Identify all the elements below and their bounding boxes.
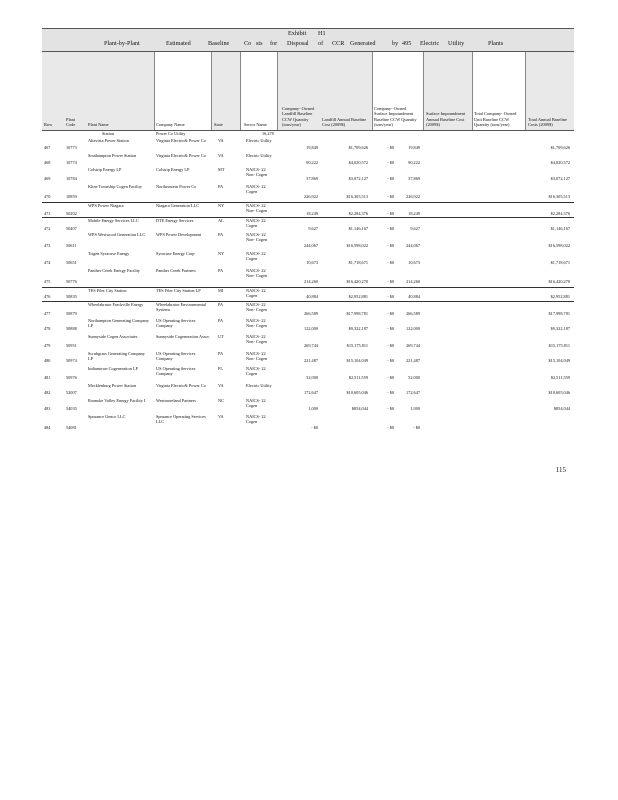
landfill-cost: $2,952,881 bbox=[348, 294, 368, 299]
plant-name: WPS Westwood Generation LLC bbox=[88, 232, 146, 237]
company-name: Colstrip Energy LP bbox=[156, 167, 190, 172]
landfill-qty: 214,260 bbox=[304, 279, 318, 284]
impound-cost-qty: - $0 bbox=[413, 425, 420, 430]
company-name: Panther Creek Partners bbox=[156, 268, 196, 273]
total-cost: $3,072,127 bbox=[550, 176, 570, 181]
state: PA bbox=[218, 318, 224, 323]
company-name: Syracuse Energy Corp bbox=[156, 251, 195, 256]
company-name: WPS Power Development bbox=[156, 232, 202, 237]
state: AL bbox=[218, 218, 224, 223]
plant-code: 50951 bbox=[66, 343, 77, 348]
impound-qty: - $0 bbox=[387, 406, 394, 411]
plant-code: 54035 bbox=[66, 406, 77, 411]
plant-name: Colstrip Energy LP bbox=[88, 167, 122, 172]
landfill-cost: $1,146,167 bbox=[348, 226, 368, 231]
impound-qty: - $0 bbox=[387, 425, 394, 430]
header-plant-name: Plant Name bbox=[88, 122, 109, 128]
table-row bbox=[42, 318, 574, 333]
page-number: 115 bbox=[555, 466, 566, 474]
total-cost: $17,998,781 bbox=[548, 311, 570, 316]
table-row bbox=[42, 202, 574, 218]
plant-name: WPS Power Niagara bbox=[88, 203, 124, 208]
plant-code: 10784 bbox=[66, 176, 77, 181]
table-row bbox=[42, 138, 574, 152]
exhibit-title-word: by bbox=[392, 40, 399, 47]
header-plant-code: Plant Code bbox=[66, 116, 76, 128]
sector-name: NAICS- 22 Cogen bbox=[246, 398, 266, 409]
impound-qty: - $0 bbox=[387, 375, 394, 380]
exhibit-title-word: of bbox=[318, 40, 324, 47]
carry-over-company: Power Co Utility bbox=[156, 131, 186, 136]
row-number: 469 bbox=[44, 176, 51, 181]
header-total-cost: Total Annual Baseline Costs (2009$) bbox=[528, 116, 567, 128]
landfill-qty: 266,589 bbox=[304, 311, 318, 316]
row-number: 471 bbox=[44, 211, 51, 216]
header-landfill-qty: Company- Owned Landfill Baseline CCW Quantity (tons/year) bbox=[282, 105, 315, 128]
landfill-cost: $1,718,671 bbox=[348, 260, 368, 265]
row-number: 478 bbox=[44, 326, 51, 331]
state: PA bbox=[218, 184, 224, 189]
exhibit-number: H1 bbox=[318, 30, 326, 37]
plant-name: Roanoke Valley Energy Facility I bbox=[88, 398, 146, 403]
total-cost: $10,605,046 bbox=[548, 390, 570, 395]
plant-name: Scrubgrass Generating Company LP bbox=[88, 351, 145, 362]
impound-qty: - $0 bbox=[387, 176, 394, 181]
sector-name: NAICS- 22 Cogen bbox=[246, 184, 266, 195]
exhibit-title-word: sts bbox=[256, 40, 263, 47]
impound-cost-qty: 1,000 bbox=[410, 406, 420, 411]
impound-qty: - $0 bbox=[387, 326, 394, 331]
table-row bbox=[42, 383, 574, 397]
plant-name: Indiantown Cogeneration LP bbox=[88, 366, 138, 371]
header-total-qty: Total Company- Owned Unit Baseline CCW Quantity (tons/year) bbox=[474, 111, 517, 128]
impound-cost-qty: 172,647 bbox=[406, 390, 420, 395]
plant-name: Sunnyside Cogen Associates bbox=[88, 334, 138, 339]
sector-name: NAICS- 22 Cogen bbox=[246, 218, 266, 229]
company-name: Spruance Operating Services LLC bbox=[156, 414, 206, 425]
exhibit-title-word: Estimated bbox=[166, 40, 191, 47]
sector-name: NAICS- 22 Cogen bbox=[246, 366, 266, 377]
plant-name: Southampton Power Station bbox=[88, 153, 137, 158]
header-impound-cost: Surface Impoundment Annual Baseline Cost (2009$) bbox=[426, 111, 466, 128]
row-number: 473 bbox=[44, 243, 51, 248]
row-number: 479 bbox=[44, 343, 51, 348]
company-name: Sunnyside Cogeneration Assoc bbox=[156, 334, 210, 339]
header-landfill-cost: Landfill Annual Baseline Cost (2009$) bbox=[322, 116, 367, 128]
impound-qty: - $0 bbox=[387, 260, 394, 265]
state: FL bbox=[218, 366, 224, 371]
total-cost: $1,146,167 bbox=[550, 226, 570, 231]
table-row bbox=[42, 398, 574, 413]
sector-name: NAICS- 22 Cogen bbox=[246, 288, 266, 299]
company-name: Niagara Generation LLC bbox=[156, 203, 199, 208]
plant-code: 50407 bbox=[66, 226, 77, 231]
impound-qty: - $0 bbox=[387, 145, 394, 150]
impound-qty: - $0 bbox=[387, 243, 394, 248]
row-number: 484 bbox=[44, 425, 51, 430]
landfill-cost: $17,998,781 bbox=[346, 311, 368, 316]
plant-code: 50879 bbox=[66, 311, 77, 316]
total-cost: $2,952,881 bbox=[550, 294, 570, 299]
company-name: Virginia Electric& Power Co bbox=[156, 153, 206, 158]
row-number: 475 bbox=[44, 279, 51, 284]
landfill-cost: $15,175,811 bbox=[346, 343, 368, 348]
exhibit-title-word: 495 bbox=[402, 40, 412, 47]
landfill-qty: 221,487 bbox=[304, 358, 318, 363]
landfill-qty: 19,849 bbox=[306, 145, 318, 150]
sector-name: NAICS- 22 Non- Cogen bbox=[246, 334, 268, 345]
impound-cost-qty: 90,222 bbox=[408, 160, 420, 165]
state: PA bbox=[218, 232, 224, 237]
landfill-qty: 18,249 bbox=[306, 211, 318, 216]
impound-cost-qty: 37,869 bbox=[408, 176, 420, 181]
company-name: Northeastern Power Co bbox=[156, 184, 197, 189]
table-row bbox=[42, 153, 574, 167]
table-row bbox=[42, 251, 574, 267]
plant-name: Wheelabrator Frackville Energy bbox=[88, 302, 144, 307]
impound-cost-qty: 18,249 bbox=[408, 211, 420, 216]
row-number: 470 bbox=[44, 194, 51, 199]
state: NC bbox=[218, 398, 224, 403]
table-row bbox=[42, 217, 574, 233]
state: MI bbox=[218, 288, 224, 293]
landfill-qty: - $0 bbox=[311, 425, 318, 430]
plant-code: 10859 bbox=[66, 194, 77, 199]
state: UT bbox=[218, 334, 224, 339]
landfill-cost: $1,709,626 bbox=[348, 145, 368, 150]
sector-name: NAICS- 22 Cogen bbox=[246, 251, 266, 262]
state: VA bbox=[218, 414, 224, 419]
landfill-qty: 244,067 bbox=[304, 243, 318, 248]
impound-qty: - $0 bbox=[387, 343, 394, 348]
plant-code: 50835 bbox=[66, 294, 77, 299]
impound-cost-qty: 269,744 bbox=[406, 343, 420, 348]
carry-over-plant: Station bbox=[102, 131, 115, 136]
plant-name: Mecklenburg Power Station bbox=[88, 383, 137, 388]
impound-cost-qty: 10,673 bbox=[408, 260, 420, 265]
landfill-cost: $15,104,049 bbox=[346, 358, 368, 363]
state: MT bbox=[218, 167, 225, 172]
exhibit-title-word: Baseline bbox=[208, 40, 230, 47]
impound-qty: - $0 bbox=[387, 390, 394, 395]
total-cost: $16,420,270 bbox=[548, 279, 570, 284]
impound-qty: - $0 bbox=[387, 226, 394, 231]
table-row bbox=[42, 301, 574, 318]
impound-cost-qty: 122,000 bbox=[406, 326, 420, 331]
header-impound-qty: Company- Owned Surface Impoundment Baseline CCW Quantity (tons/year) bbox=[374, 105, 417, 128]
row-number: 468 bbox=[44, 160, 51, 165]
plant-code: 50888 bbox=[66, 326, 77, 331]
sector-name: NAICS- 22 Non- Cogen bbox=[246, 302, 268, 313]
sector-name: NAICS- 22 Non- Cogen bbox=[246, 351, 268, 362]
landfill-qty: 10,673 bbox=[306, 260, 318, 265]
sector-name: Electric Utility bbox=[246, 383, 272, 388]
total-cost: $854,044 bbox=[553, 406, 570, 411]
plant-code: 52007 bbox=[66, 390, 77, 395]
table-row bbox=[42, 167, 574, 183]
impound-cost-qty: 9,627 bbox=[410, 226, 420, 231]
row-number: 482 bbox=[44, 390, 51, 395]
state: VA bbox=[218, 138, 224, 143]
plant-name: Northampton Generating Company LP bbox=[88, 318, 149, 329]
total-cost: $16,598,022 bbox=[548, 243, 570, 248]
company-name: Virginia Electric& Power Co bbox=[156, 138, 206, 143]
plant-name: Altavista Power Station bbox=[88, 138, 129, 143]
sector-name: NAICS- 22 Non- Cogen bbox=[246, 232, 268, 243]
header-row: Row bbox=[44, 122, 53, 128]
impound-cost-qty: 226,922 bbox=[406, 194, 420, 199]
exhibit-title-word: for bbox=[270, 40, 278, 47]
sector-name: NAICS- 22 Non- Cogen bbox=[246, 167, 268, 178]
plant-name: Trigen Syracuse Energy bbox=[88, 251, 130, 256]
impound-qty: - $0 bbox=[387, 160, 394, 165]
landfill-qty: 269,744 bbox=[304, 343, 318, 348]
state: VA bbox=[218, 383, 224, 388]
sector-name: Electric Utility bbox=[246, 153, 272, 158]
table-row bbox=[42, 334, 574, 350]
plant-name: Mobile Energy Services LLC bbox=[88, 218, 139, 223]
landfill-cost: $2,511,559 bbox=[348, 375, 368, 380]
exhibit-label: Exhibit bbox=[288, 30, 307, 37]
landfill-qty: 9,627 bbox=[308, 226, 318, 231]
state: VA bbox=[218, 153, 224, 158]
total-cost: $9,322,187 bbox=[550, 326, 570, 331]
row-number: 476 bbox=[44, 294, 51, 299]
sector-name: Electric Utility bbox=[246, 138, 272, 143]
table-row bbox=[42, 351, 574, 365]
impound-qty: - $0 bbox=[387, 194, 394, 199]
row-number: 481 bbox=[44, 375, 51, 380]
exhibit-title-word: CCR bbox=[332, 40, 345, 47]
total-cost: $2,284,376 bbox=[550, 211, 570, 216]
state: PA bbox=[218, 351, 224, 356]
impound-cost-qty: 19,849 bbox=[408, 145, 420, 150]
plant-code: 50651 bbox=[66, 260, 77, 265]
total-cost: $1,718,671 bbox=[550, 260, 570, 265]
total-cost: $2,511,559 bbox=[550, 375, 570, 380]
impound-qty: - $0 bbox=[387, 211, 394, 216]
sector-name: NAICS- 22 Non- Cogen bbox=[246, 318, 268, 329]
table-row bbox=[42, 287, 574, 301]
landfill-cost: $16,305,513 bbox=[346, 194, 368, 199]
carry-over-value: 16,278 bbox=[262, 131, 274, 136]
impound-qty: - $0 bbox=[387, 358, 394, 363]
company-name: US Operating Services Company bbox=[156, 351, 196, 362]
plant-name: TES Filer City Station bbox=[88, 288, 127, 293]
impound-qty: - $0 bbox=[387, 279, 394, 284]
state: PA bbox=[218, 302, 224, 307]
company-name: US Operating Services Company bbox=[156, 366, 196, 377]
row-number: 472 bbox=[44, 226, 51, 231]
impound-qty: - $0 bbox=[387, 311, 394, 316]
company-name: US Operating Services Company bbox=[156, 318, 196, 329]
landfill-cost: $9,322,187 bbox=[348, 326, 368, 331]
plant-code: 10773 bbox=[66, 145, 77, 150]
header-company-name: Company Name bbox=[156, 122, 185, 128]
company-name: Virginia Electric& Power Co bbox=[156, 383, 206, 388]
company-name: Wheelabrator Environmental Systems bbox=[156, 302, 206, 313]
plant-code: 50974 bbox=[66, 358, 77, 363]
landfill-qty: 172,647 bbox=[304, 390, 318, 395]
landfill-cost: $854,044 bbox=[351, 406, 368, 411]
row-number: 467 bbox=[44, 145, 51, 150]
landfill-qty: 52,000 bbox=[306, 375, 318, 380]
table-row bbox=[42, 232, 574, 250]
plant-name: Spruance Genco LLC bbox=[88, 414, 126, 419]
sector-name: NAICS- 22 Non- Cogen bbox=[246, 203, 268, 214]
exhibit-title-word: Plants bbox=[488, 40, 504, 47]
carry-over-row bbox=[42, 131, 574, 137]
table-row bbox=[42, 268, 574, 286]
landfill-qty: 122,000 bbox=[304, 326, 318, 331]
exhibit-title-word: Utility bbox=[448, 40, 465, 47]
company-name: TES Filer City Station LP bbox=[156, 288, 201, 293]
row-number: 474 bbox=[44, 260, 51, 265]
exhibit-title-word: Plant-by-Plant bbox=[104, 40, 140, 47]
plant-name: Kline Township Cogen Facility bbox=[88, 184, 142, 189]
state: NY bbox=[218, 203, 225, 208]
company-name: DTE Energy Services bbox=[156, 218, 194, 223]
plant-code: 50202 bbox=[66, 211, 77, 216]
plant-code: 54081 bbox=[66, 425, 77, 430]
plant-code: 50611 bbox=[66, 243, 77, 248]
impound-qty: - $0 bbox=[387, 294, 394, 299]
exhibit-title-word: Generated bbox=[350, 40, 376, 47]
exhibit-title-word: Disposal bbox=[287, 40, 309, 47]
header-sector-name: Sector Name bbox=[244, 122, 267, 128]
total-cost: $15,104,049 bbox=[548, 358, 570, 363]
impound-cost-qty: 244,067 bbox=[406, 243, 420, 248]
sector-name: NAICS- 22 Non- Cogen bbox=[246, 268, 268, 279]
impound-cost-qty: 52,000 bbox=[408, 375, 420, 380]
plant-name: Panther Creek Energy Facility bbox=[88, 268, 141, 273]
column-headers bbox=[42, 52, 574, 130]
landfill-cost: $2,284,376 bbox=[348, 211, 368, 216]
total-cost: $4,020,572 bbox=[550, 160, 570, 165]
sector-name: NAICS- 22 Cogen bbox=[246, 414, 266, 425]
impound-cost-qty: 40,884 bbox=[408, 294, 420, 299]
landfill-cost: $3,072,127 bbox=[348, 176, 368, 181]
landfill-qty: 40,884 bbox=[306, 294, 318, 299]
impound-cost-qty: 221,487 bbox=[406, 358, 420, 363]
landfill-qty: 90,222 bbox=[306, 160, 318, 165]
total-cost: $15,175,811 bbox=[548, 343, 570, 348]
plant-code: 50976 bbox=[66, 375, 77, 380]
table-row bbox=[42, 184, 574, 201]
table-row bbox=[42, 366, 574, 382]
landfill-qty: 226,922 bbox=[304, 194, 318, 199]
plant-code: 50776 bbox=[66, 279, 77, 284]
plant-code: 10774 bbox=[66, 160, 77, 165]
state: NY bbox=[218, 251, 225, 256]
landfill-qty: 1,000 bbox=[308, 406, 318, 411]
row-number: 480 bbox=[44, 358, 51, 363]
row-number: 483 bbox=[44, 406, 51, 411]
total-cost: $1,709,626 bbox=[550, 145, 570, 150]
landfill-cost: $16,420,270 bbox=[346, 279, 368, 284]
table-row bbox=[42, 414, 574, 432]
impound-cost-qty: 266,589 bbox=[406, 311, 420, 316]
exhibit-title-word: Co bbox=[244, 40, 252, 47]
row-number: 477 bbox=[44, 311, 51, 316]
header-state: State bbox=[214, 122, 223, 128]
impound-cost-qty: 214,260 bbox=[406, 279, 420, 284]
landfill-cost: $10,605,046 bbox=[346, 390, 368, 395]
exhibit-title-word: Electric bbox=[420, 40, 440, 47]
company-name: Westmoreland Partners bbox=[156, 398, 196, 403]
landfill-cost: $4,020,572 bbox=[348, 160, 368, 165]
state: PA bbox=[218, 268, 224, 273]
total-cost: $16,305,513 bbox=[548, 194, 570, 199]
landfill-qty: 37,869 bbox=[306, 176, 318, 181]
landfill-cost: $16,598,022 bbox=[346, 243, 368, 248]
